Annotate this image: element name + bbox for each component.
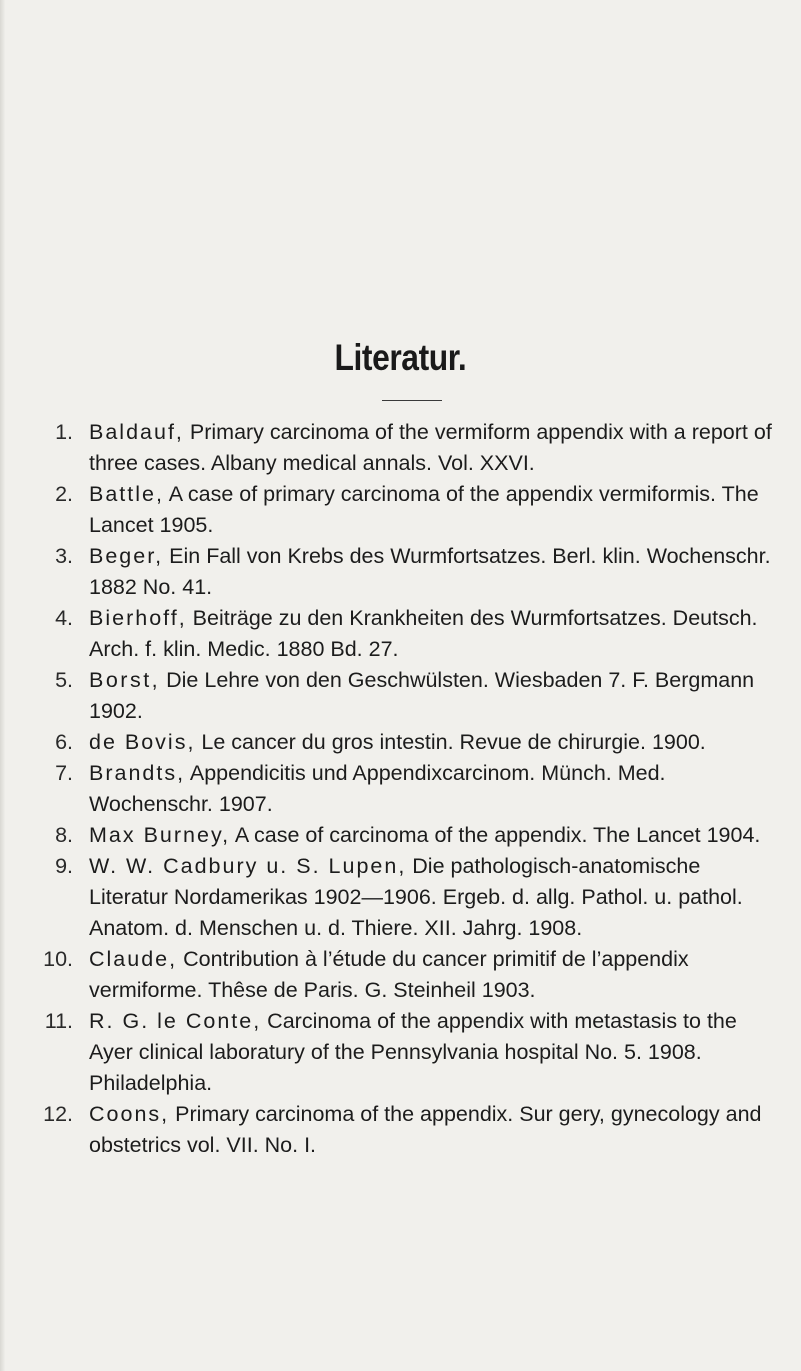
- reference-number: 10.: [43, 947, 73, 971]
- reference-number: 6.: [55, 730, 73, 754]
- reference-item-3: [33, 541, 773, 603]
- reference-number: 7.: [55, 761, 73, 785]
- reference-item-1: [33, 417, 773, 479]
- reference-author: W. W. Cadbury u. S. Lupen,: [89, 854, 407, 878]
- reference-author: de Bovis,: [89, 730, 196, 754]
- title-divider: [382, 400, 442, 401]
- reference-item-12: [33, 1099, 773, 1161]
- reference-item-6: [33, 727, 773, 758]
- reference-number: 8.: [55, 823, 73, 847]
- reference-number: 2.: [55, 482, 73, 506]
- reference-text: Die Lehre von den Geschwülsten. Wiesbaden 7. F. Bergmann 1902.: [89, 668, 755, 723]
- reference-author: Coons,: [89, 1102, 170, 1126]
- reference-number: 1.: [55, 420, 73, 444]
- page-edge-shadow: [0, 0, 5, 1371]
- reference-text: Primary carcinoma of the appendix. Sur gery, gynecology and obstetrics vol. VII. No. I.: [89, 1102, 762, 1157]
- reference-number: 11.: [44, 1009, 73, 1033]
- reference-text: Le cancer du gros intestin. Revue de chirurgie. 1900.: [195, 730, 706, 754]
- reference-number: 9.: [55, 854, 73, 878]
- reference-number: 5.: [55, 668, 73, 692]
- reference-author: Brandts,: [89, 761, 186, 785]
- reference-number: 4.: [55, 606, 73, 630]
- reference-number: 12.: [43, 1102, 73, 1126]
- reference-text: A case of primary carcinoma of the appendix vermiformis. The Lancet 1905.: [89, 482, 759, 537]
- reference-author: Bierhoff,: [89, 606, 187, 630]
- reference-item-8: [33, 820, 773, 851]
- page-title: Literatur.: [334, 337, 467, 378]
- reference-author: Beger,: [89, 544, 164, 568]
- reference-text: A case of carcinoma of the appendix. The Lancet 1904.: [230, 823, 761, 847]
- reference-text: Die pathologisch-anatomische Literatur Nordamerikas 1902—1906. Ergeb. d. allg. Pathol. u. pathol. Anatom. d. Menschen u. d. Thiere. XII. Jahrg. 1908.: [89, 854, 743, 940]
- reference-author: Battle,: [89, 482, 164, 506]
- reference-author: Baldauf,: [89, 420, 184, 444]
- reference-item-11: [33, 1006, 773, 1099]
- reference-item-9: [33, 851, 773, 944]
- reference-item-4: [33, 603, 773, 665]
- reference-text: Ein Fall von Krebs des Wurmfortsatzes. Berl. klin. Wochenschr. 1882 No. 41.: [89, 544, 771, 599]
- reference-author: Max Burney,: [89, 823, 231, 847]
- reference-list: [33, 417, 773, 1161]
- reference-text: Appendicitis und Appendixcarcinom. Münch. Med. Wochenschr. 1907.: [89, 761, 666, 816]
- reference-author: R. G. le Conte,: [89, 1009, 262, 1033]
- reference-item-2: [33, 479, 773, 541]
- reference-number: 3.: [55, 544, 73, 568]
- reference-item-5: [33, 665, 773, 727]
- reference-text: Contribution à l’étude du cancer primitif de l’appendix vermiforme. Thêse de Paris. G. Steinheil 1903.: [89, 947, 689, 1002]
- reference-text: Beiträge zu den Krankheiten des Wurmfortsatzes. Deutsch. Arch. f. klin. Medic. 1880 Bd. 27.: [89, 606, 758, 661]
- reference-text: Primary carcinoma of the vermiform appendix with a report of three cases. Albany medical annals. Vol. XXVI.: [89, 420, 772, 475]
- reference-author: Claude,: [89, 947, 178, 971]
- reference-item-7: [33, 758, 773, 820]
- reference-author: Borst,: [89, 668, 161, 692]
- reference-text: Carcinoma of the appendix with metastasis to the Ayer clinical laboratury of the Pennsylvania hospital No. 5. 1908. Philadelphia.: [89, 1009, 737, 1095]
- reference-item-10: [33, 944, 773, 1006]
